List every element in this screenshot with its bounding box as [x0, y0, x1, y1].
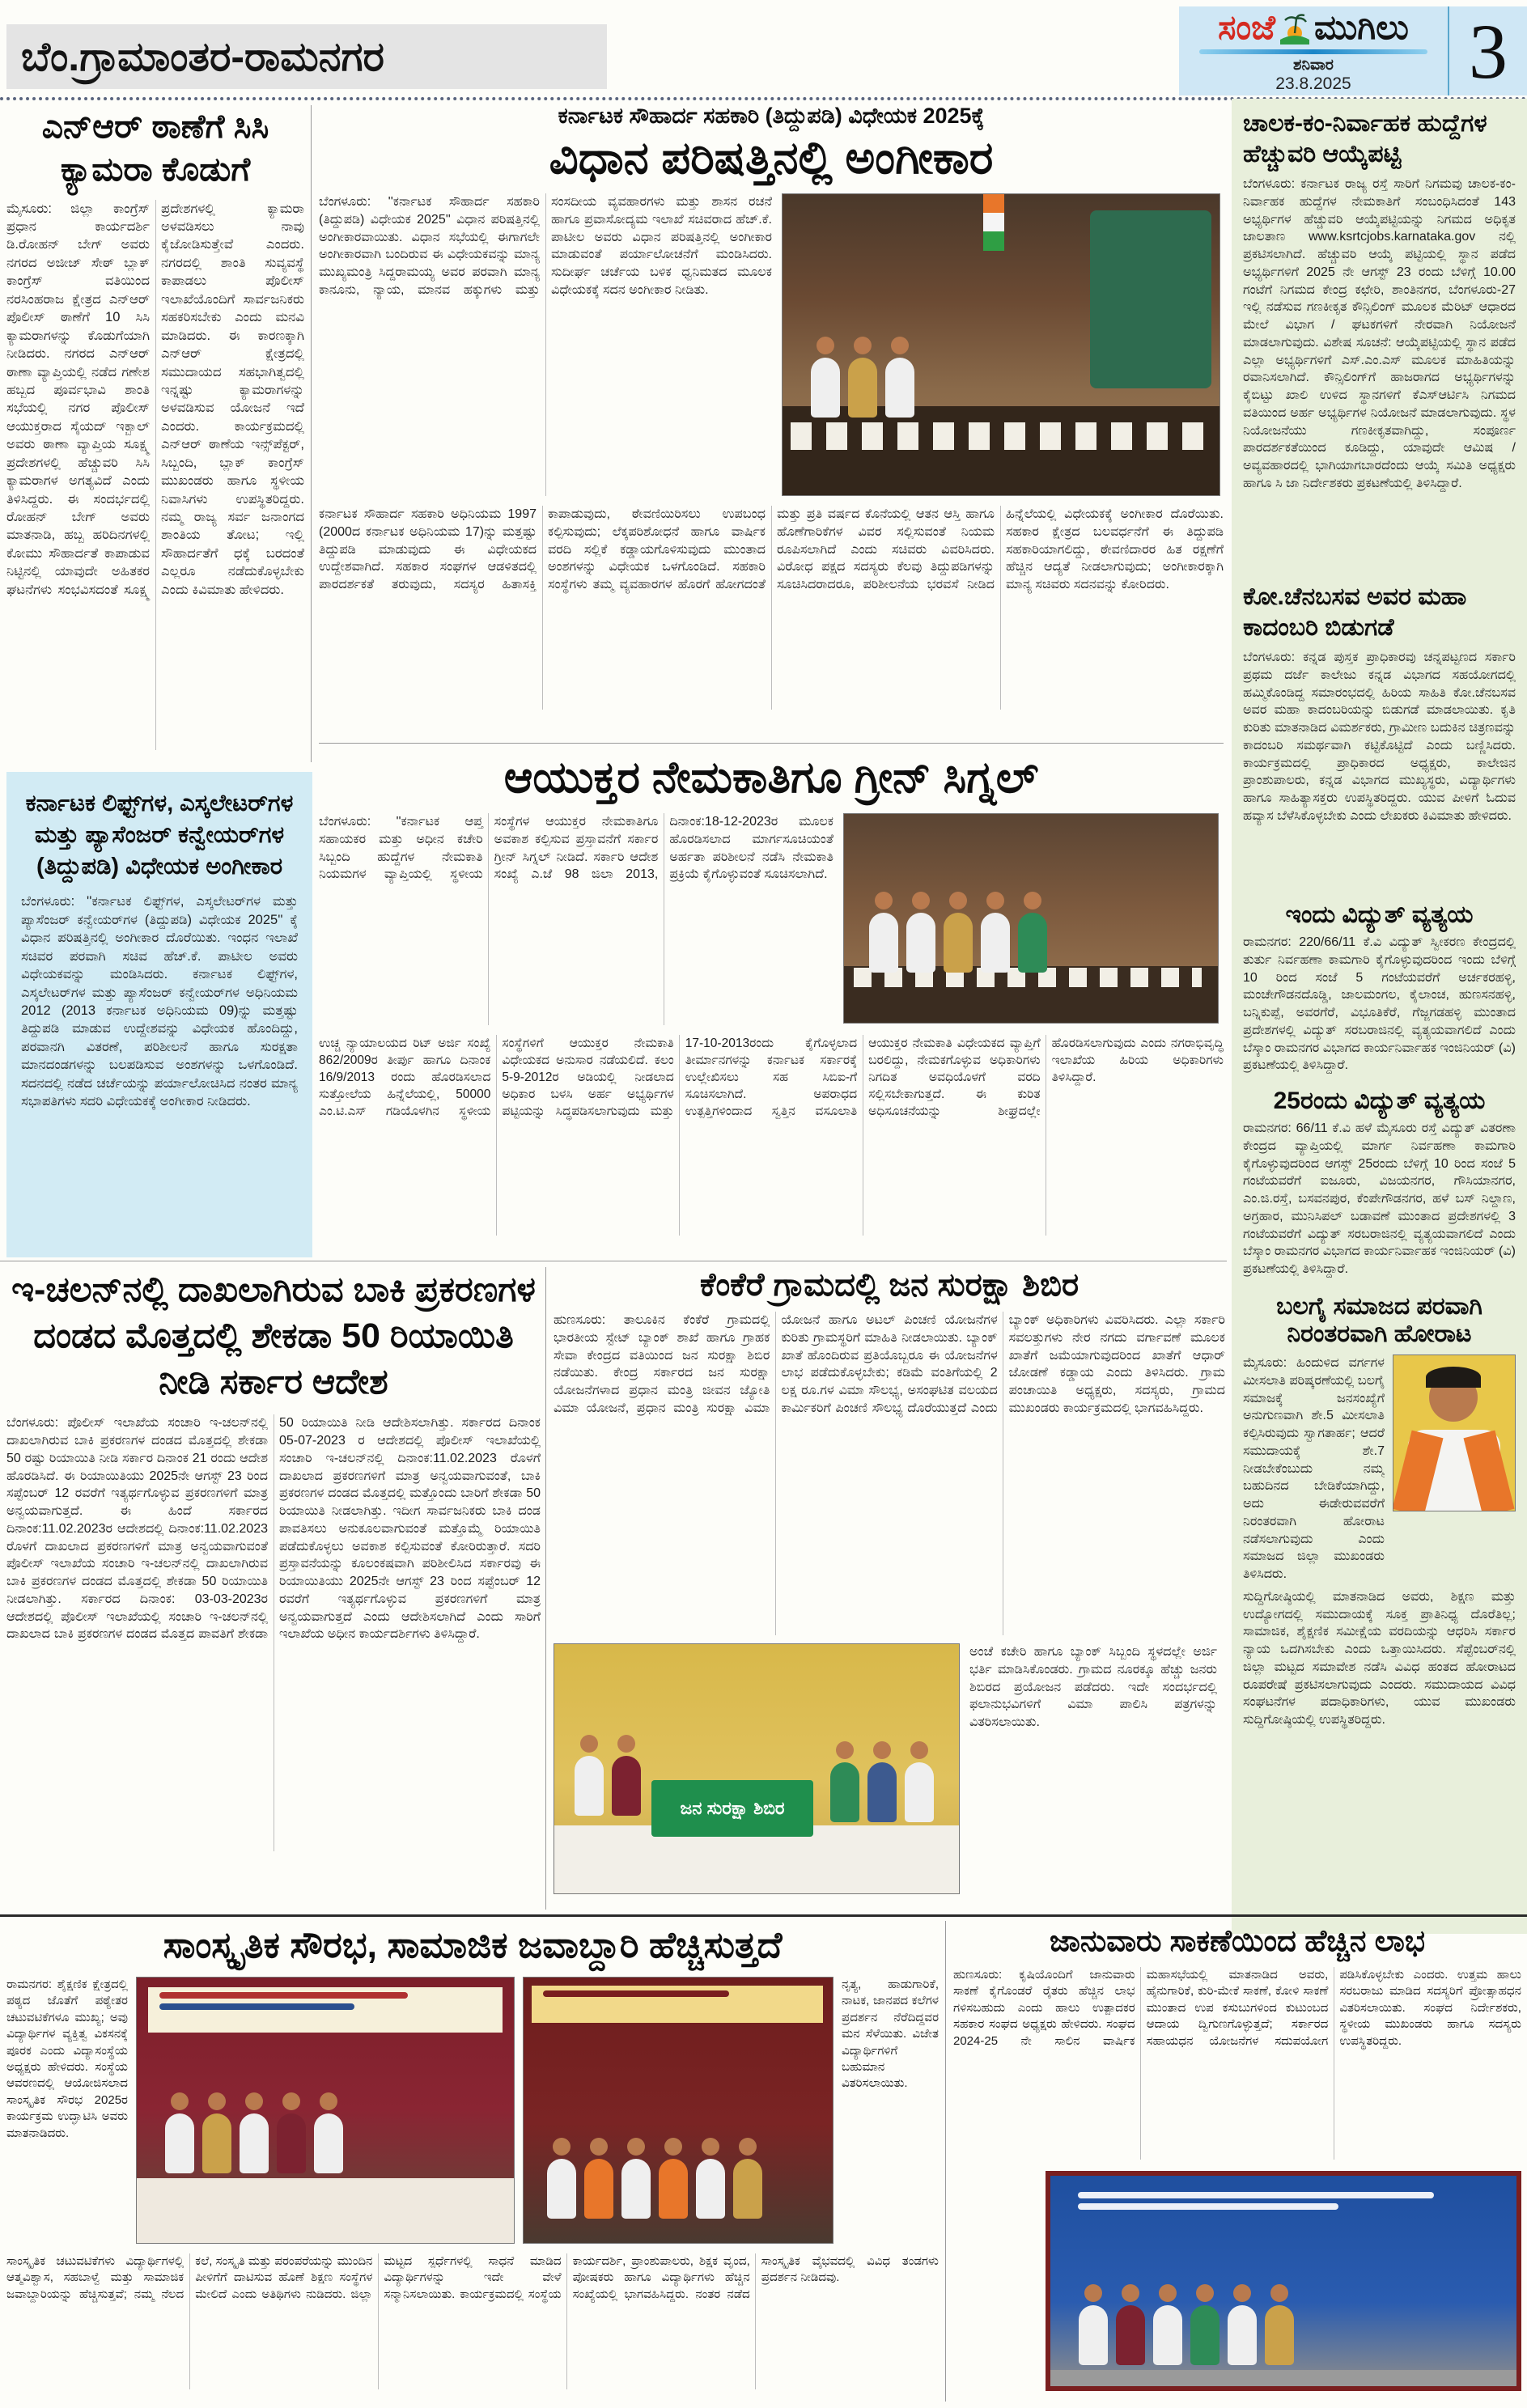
article-souharda [319, 104, 1224, 738]
person-figure [848, 358, 877, 418]
article-ksrtc [1243, 108, 1516, 569]
article-power-today [1243, 901, 1516, 1076]
divider-cultural-cattle [945, 1921, 946, 2402]
person-figure [621, 2159, 651, 2219]
section-label-strip [6, 24, 607, 89]
flag-detail [983, 194, 1004, 251]
stage-table-detail [137, 2178, 514, 2243]
stage-banner-detail [532, 1986, 823, 2023]
cultural-headline: ಸಾಂಸ್ಕೃತಿಕ ಸೌರಭ, ಸಾಮಾಜಿಕ ಜವಾಬ್ದಾರಿ ಹೆಚ್ಚಿಸುತ್ತದೆ [163, 1924, 783, 1965]
papers-detail [791, 422, 1211, 450]
article-cc-camera [6, 105, 304, 764]
person-figure [1265, 2305, 1294, 2365]
divider-souharda-commissioners [319, 743, 1224, 744]
souharda-headline: ವಿಧಾನ ಪರಿಷತ್ತಿನಲ್ಲಿ ಅಂಗೀಕಾರ [549, 132, 994, 183]
stage-photo-2 [523, 1977, 833, 2244]
souharda-kicker: ಕರ್ನಾಟಕ ಸೌಹಾರ್ದ ಸಹಕಾರಿ (ತಿದ್ದುಪಡಿ) ವಿಧೇಯಕ 2025ಕ್ಕೆ [558, 104, 985, 128]
person-figure [1153, 2305, 1182, 2365]
masthead-underline [1199, 49, 1427, 54]
person-figure [981, 913, 1010, 973]
stage-photo-1 [136, 1977, 515, 2244]
speaker-chair-detail [1090, 210, 1211, 388]
person-figure [696, 2159, 725, 2219]
ksrtc-body: ಬೆಂಗಳೂರು: ಕರ್ನಾಟಕ ರಾಜ್ಯ ರಸ್ತೆ ಸಾರಿಗೆ ನಿಗಮವು ಚಾಲಕ-ಕಂ-ನಿರ್ವಾಹಕ ಹುದ್ದೆಗಳ ನೇಮಕಾತಿಗೆ ಸಂಬಂಧಿಸಿದಂತೆ 143 ಅಭ್ಯರ್ಥಿಗಳ ಹೆಚ್ಚುವರಿ ಆಯ್ಕೆಪಟ್ಟಿಯನ್ನು ನಿಗಮದ ಅಧಿಕೃತ ಜಾಲತಾಣ www.ksrtcjobs.karnataka.gov ನಲ್ಲಿ ಪ್ರಕಟಿಸಲಾಗಿದೆ. ಹೆಚ್ಚುವರಿ ಆಯ್ಕೆ ಪಟ್ಟಿಯಲ್ಲಿ ಸ್ಥಾನ ಪಡೆದ ಅಭ್ಯರ್ಥಿಗಳಿಗೆ 2025 ನೇ ಆಗಸ್ಟ್ 23 ರಂದು ಬೆಳಿಗ್ಗೆ 10.00 ಗಂಟೆಗೆ ನಿಗಮದ ಕೇಂದ್ರ ಕಛೇರಿ, ಶಾಂತಿನಗರ, ಬೆಂಗಳೂರು-27 ಇಲ್ಲಿ ನಡೆಸುವ ಗಣಕೀಕೃತ ಕೌನ್ಸಿಲಿಂಗ್ ಮೂಲಕ ಮೆರಿಟ್ ಆಧಾರದ ಮೇಲೆ ವಿಭಾಗ / ಘಟಕಗಳಿಗೆ ನೇರವಾಗಿ ನಿಯೋಜನೆ ಮಾಡಲಾಗುವುದು. ವಿಶೇಷ ಸೂಚನೆ: ಆಯ್ಕೆಪಟ್ಟಿಯಲ್ಲಿ ಸ್ಥಾನ ಪಡೆದ ಎಲ್ಲಾ ಅಭ್ಯರ್ಥಿಗಳಿಗೆ ಎಸ್.ಎಂ.ಎಸ್ ಮೂಲಕ ಮಾಹಿತಿಯನ್ನು ರವಾನಿಸಲಾಗಿದೆ. ಕೌನ್ಸಿಲಿಂಗ್‌ಗೆ ಹಾಜರಾಗದ ಅಭ್ಯರ್ಥಿಗಳನ್ನು ಕೈಬಿಟ್ಟು ಖಾಲಿ ಉಳಿದ ಸ್ಥಾನಗಳಿಗೆ ಕೆಎಸ್ಆರ್ಟಿಸಿ ನಿಗಮದ ವತಿಯಿಂದ ಅರ್ಹ ಅಭ್ಯರ್ಥಿಗಳ ನಿಯೋಜನೆ ಮಾಡಲಾಗುವುದು. ಸ್ಥಳ ನಿಯೋಜನೆಯು ಗಣಕೀಕೃತವಾಗಿದ್ದು, ಸಂಪೂರ್ಣ ಪಾರದರ್ಶಕತೆಯಿಂದ ಕೂಡಿದ್ದು, ಯಾವುದೇ ಆಮಿಷ / ಅವ್ಯವಹಾರದಲ್ಲಿ ಭಾಗಿಯಾಗಬಾರದೆಂದು ಆಯ್ಕೆ ಸಮಿತಿ ಅಧ್ಯಕ್ಷರು ಹಾಗೂ ಸಿ ಜಾ ನಿರ್ದೇಶಕರು ಪ್ರಕಟಣೆಯಲ್ಲಿ ತಿಳಿಸಿದ್ದಾರೆ. [1243, 177, 1516, 490]
novel-body: ಬೆಂಗಳೂರು: ಕನ್ನಡ ಪುಸ್ತಕ ಪ್ರಾಧಿಕಾರವು ಚನ್ನಪಟ್ಟಣದ ಸರ್ಕಾರಿ ಪ್ರಥಮ ದರ್ಜೆ ಕಾಲೇಜು ಕನ್ನಡ ವಿಭಾಗದ ಸಹಯೋಗದಲ್ಲಿ ಹಮ್ಮಿಕೊಂಡಿದ್ದ ಸಮಾರಂಭದಲ್ಲಿ ಹಿರಿಯ ಸಾಹಿತಿ ಕೋ.ಚೆನಬಸವ ಅವರ ಮಹಾ ಕಾದಂಬರಿಯನ್ನು ಬಿಡುಗಡೆ ಮಾಡಲಾಯಿತು. ಕೃತಿ ಕುರಿತು ಮಾತನಾಡಿದ ವಿಮರ್ಶಕರು, ಗ್ರಾಮೀಣ ಬದುಕಿನ ಚಿತ್ರಣವನ್ನು ಕಾದಂಬರಿ ಸಮರ್ಥವಾಗಿ ಕಟ್ಟಿಕೊಟ್ಟಿದೆ ಎಂದು ಬಣ್ಣಿಸಿದರು. ಕಾರ್ಯಕ್ರಮದಲ್ಲಿ ಪ್ರಾಧಿಕಾರದ ಅಧ್ಯಕ್ಷರು, ಕಾಲೇಜಿನ ಪ್ರಾಂಶುಪಾಲರು, ಕನ್ನಡ ವಿಭಾಗದ ಮುಖ್ಯಸ್ಥರು, ವಿದ್ಯಾರ್ಥಿಗಳು ಹಾಗೂ ಸಾಹಿತ್ಯಾಸಕ್ತರು ಉಪಸ್ಥಿತರಿದ್ದರು. ಯುವ ಪೀಳಿಗೆ ಓದುವ ಹವ್ಯಾಸ ಬೆಳೆಸಿಕೊಳ್ಳಬೇಕು ಎಂದು ಲೇಖಕರು ಕಿವಿಮಾತು ಹೇಳಿದರು. [1243, 651, 1516, 823]
cc-camera-headline: ಎನ್ಆರ್ ಠಾಣೆಗೆ ಸಿಸಿ ಕ್ಯಾಮರಾ ಕೊಡುಗೆ [41, 108, 269, 189]
person-figure [905, 1762, 934, 1822]
article-power-25 [1243, 1087, 1516, 1282]
masthead-name-red: ಸಂಜೆ [1218, 8, 1275, 46]
power-today-body: ರಾಮನಗರ: 220/66/11 ಕೆ.ವಿ ವಿದ್ಯುತ್ ಸ್ವೀಕರಣ ಕೇಂದ್ರದಲ್ಲಿ ತುರ್ತು ನಿರ್ವಹಣಾ ಕಾಮಗಾರಿ ಕೈಗೊಳ್ಳುವುದರಿಂದ ಇಂದು ಬೆಳಿಗ್ಗೆ 10 ರಿಂದ ಸಂಜೆ 5 ಗಂಟೆಯವರೆಗೆ ಅರ್ಚಕರಹಳ್ಳಿ, ಮಂಚೇಗೌಡನದೊಡ್ಡಿ, ಜಾಲಮಂಗಲ, ಕೈಲಾಂಚ, ಹುಣಸನಹಳ್ಳಿ, ಬನ್ನಿಕುಪ್ಪೆ, ಅವರಗೆರೆ, ವಿಭೂತಿಕೆರೆ, ಗೆಜ್ಜಗಡಹಳ್ಳಿ ಮುಂತಾದ ಪ್ರದೇಶಗಳಲ್ಲಿ ವಿದ್ಯುತ್ ಸರಬರಾಜಿನಲ್ಲಿ ವ್ಯತ್ಯಯವಾಗಲಿದೆ ಎಂದು ಬೆಸ್ಕಾಂ ರಾಮನಗರ ವಿಭಾಗದ ಕಾರ್ಯನಿರ್ವಾಹಕ ಇಂಜಿನಿಯರ್ (ವಿ) ಪ್ರಕಟಣೆಯಲ್ಲಿ ತಿಳಿಸಿದ್ದಾರೆ. [1243, 935, 1516, 1073]
person-figure [659, 2159, 688, 2219]
balagai-portrait-photo [1393, 1354, 1516, 1511]
person-figure [885, 358, 914, 418]
palm-sun-logo-icon [1279, 12, 1311, 45]
person-figure [584, 2159, 613, 2219]
person-figure [1079, 2305, 1108, 2365]
portrait-hair-detail [1426, 1367, 1481, 1388]
kenkere-body: ಹುಣಸೂರು: ತಾಲೂಕಿನ ಕೆಂಕೆರೆ ಗ್ರಾಮದಲ್ಲಿ ಭಾರತೀಯ ಸ್ಟೇಟ್ ಬ್ಯಾಂಕ್ ಶಾಖೆ ಹಾಗೂ ಗ್ರಾಹಕ ಸೇವಾ ಕೇಂದ್ರದ ವತಿಯಿಂದ ಜನ ಸುರಕ್ಷಾ ಶಿಬಿರ ನಡೆಯಿತು. ಕೇಂದ್ರ ಸರ್ಕಾರದ ಜನ ಸುರಕ್ಷಾ ಯೋಜನೆಗಳಾದ ಪ್ರಧಾನ ಮಂತ್ರಿ ಜೀವನ ಜ್ಯೋತಿ ವಿಮಾ ಯೋಜನೆ, ಪ್ರಧಾನ ಮಂತ್ರಿ ಸುರಕ್ಷಾ ವಿಮಾ ಯೋಜನೆ ಹಾಗೂ ಅಟಲ್ ಪಿಂಚಣಿ ಯೋಜನೆಗಳ ಕುರಿತು ಗ್ರಾಮಸ್ಥರಿಗೆ ಮಾಹಿತಿ ನೀಡಲಾಯಿತು. ಬ್ಯಾಂಕ್ ಖಾತೆ ಹೊಂದಿರುವ ಪ್ರತಿಯೊಬ್ಬರೂ ಈ ಯೋಜನೆಗಳ ಲಾಭ ಪಡೆದುಕೊಳ್ಳಬೇಕು; ಕಡಿಮೆ ವಂತಿಗೆಯಲ್ಲಿ 2 ಲಕ್ಷ ರೂ.ಗಳ ವಿಮಾ ಸೌಲಭ್ಯ, ಅಸಂಘಟಿತ ವಲಯದ ಕಾರ್ಮಿಕರಿಗೆ ಪಿಂಚಣಿ ಸೌಲಭ್ಯ ದೊರೆಯುತ್ತದೆ ಎಂದು ಬ್ಯಾಂಕ್ ಅಧಿಕಾರಿಗಳು ವಿವರಿಸಿದರು. ಎಲ್ಲಾ ಸರ್ಕಾರಿ ಸವಲತ್ತುಗಳು ನೇರ ನಗದು ವರ್ಗಾವಣೆ ಮೂಲಕ ಖಾತೆಗೆ ಜಮೆಯಾಗುವುದರಿಂದ ಖಾತೆಗೆ ಆಧಾರ್ ಜೋಡಣೆ ಕಡ್ಡಾಯ ಎಂದು ತಿಳಿಸಿದರು. ಗ್ರಾಮ ಪಂಚಾಯಿತಿ ಅಧ್ಯಕ್ಷರು, ಸದಸ್ಯರು, ಗ್ರಾಮದ ಮುಖಂಡರು ಕಾರ್ಯಕ್ರಮದಲ್ಲಿ ಭಾಗವಹಿಸಿದ್ದರು. [554, 1313, 1225, 1415]
echallan-headline: ಇ-ಚಲನ್‌ನಲ್ಲಿ ದಾಖಲಾಗಿರುವ ಬಾಕಿ ಪ್ರಕರಣಗಳ ದಂಡದ ಮೊತ್ತದಲ್ಲಿ ಶೇಕಡಾ 50 ರಿಯಾಯಿತಿ ನೀಡಿ ಸರ್ಕಾರ ಆದೇಶ [11, 1270, 536, 1401]
novel-headline: ಕೋ.ಚೆನಬಸವ ಅವರ ಮಹಾ ಕಾದಂಬರಿ ಬಿಡುಗಡೆ [1243, 583, 1467, 641]
person-figure [830, 1762, 859, 1822]
page-number-box [1448, 6, 1527, 95]
kenkere-banner-text: ಜನ ಸುರಕ್ಷಾ ಶಿಬಿರ [680, 1798, 785, 1818]
person-figure [1018, 913, 1047, 973]
power-25-body: ರಾಮನಗರ: 66/11 ಕೆ.ವಿ ಹಳೆ ಮೈಸೂರು ರಸ್ತೆ ವಿದ್ಯುತ್ ವಿತರಣಾ ಕೇಂದ್ರದ ವ್ಯಾಪ್ತಿಯಲ್ಲಿ ಮಾರ್ಗ ನಿರ್ವಹಣಾ ಕಾಮಗಾರಿ ಕೈಗೊಳ್ಳುವುದರಿಂದ ಆಗಸ್ಟ್ 25ರಂದು ಬೆಳಿಗ್ಗೆ 10 ರಿಂದ ಸಂಜೆ 5 ಗಂಟೆಯವರೆಗೆ ಐಜೂರು, ವಿಜಯನಗರ, ಗೌಸಿಯಾನಗರ, ಎಂ.ಜಿ.ರಸ್ತೆ, ಬಸವನಪುರ, ಕೆಂಪೇಗೌಡನಗರ, ಹಳೆ ಬಸ್ ನಿಲ್ದಾಣ, ಅಗ್ರಹಾರ, ಮುನಿಸಿಪಲ್ ಬಡಾವಣೆ ಮುಂತಾದ ಪ್ರದೇಶಗಳಲ್ಲಿ 3 ಗಂಟೆಯವರೆಗೆ ವಿದ್ಯುತ್ ಸರಬರಾಜಿನಲ್ಲಿ ವ್ಯತ್ಯಯವಾಗಲಿದೆ ಎಂದು ಬೆಸ್ಕಾಂ ರಾಮನಗರ ವಿಭಾಗದ ಕಾರ್ಯನಿರ್ವಾಹಕ ಇಂಜಿನಿಯರ್ (ವಿ) ಪ್ರಕಟಣೆಯಲ್ಲಿ ತಿಳಿಸಿದ್ದಾರೆ. [1243, 1121, 1516, 1276]
person-figure [906, 913, 935, 973]
souharda-lead: ಬೆಂಗಳೂರು: ''ಕರ್ನಾಟಕ ಸೌಹಾರ್ದ ಸಹಕಾರಿ (ತಿದ್ದುಪಡಿ) ವಿಧೇಯಕ 2025'' ವಿಧಾನ ಪರಿಷತ್ತಿನಲ್ಲಿ ಅಂಗೀಕಾರವಾಯಿತು. ವಿಧಾನ ಸಭೆಯಲ್ಲಿ ಈಗಾಗಲೇ ಅಂಗೀಕಾರವಾಗಿ ಬಂದಿರುವ ಈ ವಿಧೇಯಕವನ್ನು ಮಾನ್ಯ ಮುಖ್ಯಮಂತ್ರಿ ಸಿದ್ದರಾಮಯ್ಯ ಅವರ ಪರವಾಗಿ ಮಾನ್ಯ ಕಾನೂನು, ನ್ಯಾಯ, ಮಾನವ ಹಕ್ಕುಗಳು ಮತ್ತು ಸಂಸದೀಯ ವ್ಯವಹಾರಗಳು ಮತ್ತು ಶಾಸನ ರಚನೆ ಹಾಗೂ ಪ್ರವಾಸೋದ್ಯಮ ಇಲಾಖೆ ಸಚಿವರಾದ ಹೆಚ್.ಕೆ. ಪಾಟೀಲ ಅವರು ವಿಧಾನ ಪರಿಷತ್ತಿನಲ್ಲಿ ಅಂಗೀಕಾರ ಮಾಡುವಂತೆ ಪರ್ಯಾಲೋಚನೆಗೆ ಮಂಡಿಸಿದರು. ಸುದೀರ್ಘ ಚರ್ಚೆಯ ಬಳಿಕ ಧ್ವನಿಮತದ ಮೂಲಕ ವಿಧೇಯಕಕ್ಕೆ ಸದನ ಅಂಗೀಕಾರ ನೀಡಿತು. [319, 195, 772, 297]
person-figure [867, 1762, 897, 1822]
masthead [1179, 6, 1527, 95]
kenkere-headline: ಕೆಂಕೆರೆ ಗ್ರಾಮದಲ್ಲಿ ಜನ ಸುರಕ್ಷಾ ಶಿಬಿರ [699, 1267, 1080, 1303]
kenkere-side: ಅಂಚೆ ಕಚೇರಿ ಹಾಗೂ ಬ್ಯಾಂಕ್ ಸಿಬ್ಬಂದಿ ಸ್ಥಳದಲ್ಲೇ ಅರ್ಜಿ ಭರ್ತಿ ಮಾಡಿಸಿಕೊಂಡರು. ಗ್ರಾಮದ ನೂರಕ್ಕೂ ಹೆಚ್ಚು ಜನರು ಶಿಬಿರದ ಪ್ರಯೋಜನ ಪಡೆದರು. ಇದೇ ಸಂದರ್ಭದಲ್ಲಿ ಫಲಾನುಭವಿಗಳಿಗೆ ವಿಮಾ ಪಾಲಿಸಿ ಪತ್ರಗಳನ್ನು ವಿತರಿಸಲಾಯಿತು. [969, 1645, 1217, 1729]
person-figure [314, 2113, 343, 2173]
masthead-day: ಶನಿವಾರ [1293, 57, 1334, 74]
banner-detail [651, 1780, 813, 1837]
echallan-body: ಬೆಂಗಳೂರು: ಪೊಲೀಸ್ ಇಲಾಖೆಯ ಸಂಚಾರಿ ಇ-ಚಲನ್‌ನಲ್ಲಿ ದಾಖಲಾಗಿರುವ ಬಾಕಿ ಪ್ರಕರಣಗಳ ದಂಡದ ಮೊತ್ತದಲ್ಲಿ ಶೇಕಡಾ 50 ರಷ್ಟು ರಿಯಾಯಿತಿ ನೀಡಿ ಸರ್ಕಾರ ದಿನಾಂಕ 21 ರಂದು ಆದೇಶ ಹೊರಡಿಸಿದೆ. ಈ ರಿಯಾಯಿತಿಯು 2025ನೇ ಆಗಸ್ಟ್ 23 ರಿಂದ ಸಪ್ಟೆಂಬರ್ 12 ರವರೆಗೆ ಇತ್ಯರ್ಥಗೊಳ್ಳುವ ಪ್ರಕರಣಗಳಿಗೆ ಮಾತ್ರ ಅನ್ವಯವಾಗುತ್ತದೆ. ಈ ಹಿಂದೆ ಸರ್ಕಾರದ ದಿನಾಂಕ:11.02.2023ರ ಆದೇಶದಲ್ಲಿ ದಿನಾಂಕ:11.02.2023 ರೊಳಗೆ ದಾಖಲಾದ ಪ್ರಕರಣಗಳಿಗೆ ಮಾತ್ರ ಅನ್ವಯವಾಗುವಂತೆ ಪೊಲೀಸ್ ಇಲಾಖೆಯ ಸಂಚಾರಿ ಇ-ಚಲನ್‌ನಲ್ಲಿ ದಾಖಲಾಗಿರುವ ಬಾಕಿ ಪ್ರಕರಣಗಳ ದಂಡದ ಮೊತ್ತದಲ್ಲಿ ಶೇಕಡಾ 50 ರಿಯಾಯಿತಿ ನೀಡಲಾಗಿತ್ತು. ಸರ್ಕಾರದ ದಿನಾಂಕ: 03-03-2023ರ ಆದೇಶದಲ್ಲಿ ಪೊಲೀಸ್ ಇಲಾಖೆಯಲ್ಲಿ ಸಂಚಾರಿ ಇ-ಚಲನ್‌ನಲ್ಲಿ ದಾಖಲಾದ ಬಾಕಿ ಪ್ರಕರಣಗಳ ದಂಡದ ಮೊತ್ತದ ಪಾವತಿಗೆ ಶೇಕಡಾ 50 ರಿಯಾಯಿತಿ ನೀಡಿ ಆದೇಶಿಸಲಾಗಿತ್ತು. ಸರ್ಕಾರದ ದಿನಾಂಕ 05-07-2023 ರ ಆದೇಶದಲ್ಲಿ ಪೊಲೀಸ್ ಇಲಾಖೆಯಲ್ಲಿ ಸಂಚಾರಿ ಇ-ಚಲನ್‌ನಲ್ಲಿ ದಿನಾಂಕ:11.02.2023 ರೊಳಗೆ ದಾಖಲಾದ ಪ್ರಕರಣಗಳಿಗೆ ಮಾತ್ರ ಅನ್ವಯವಾಗುವಂತೆ, ಬಾಕಿ ಪ್ರಕರಣಗಳ ದಂಡದ ಮೊತ್ತದಲ್ಲಿ ಮತ್ತೊಂದು ಬಾರಿಗೆ ಶೇಕಡಾ 50 ರಿಯಾಯಿತಿ ನೀಡಲಾಗಿತ್ತು. ಇದೀಗ ಸಾರ್ವಜನಿಕರು ಬಾಕಿ ದಂಡ ಪಾವತಿಸಲು ಅನುಕೂಲವಾಗುವಂತೆ ಮತ್ತೊಮ್ಮೆ ರಿಯಾಯಿತಿ ಪಡೆದುಕೊಳ್ಳಲು ಅವಕಾಶ ಕಲ್ಪಿಸುವಂತೆ ಕೋರಿರುತ್ತಾರೆ. ಸದರಿ ಪ್ರಸ್ತಾವನೆಯನ್ನು ಕೂಲಂಕಷವಾಗಿ ಪರಿಶೀಲಿಸಿದ ಸರ್ಕಾರವು ಈ ರಿಯಾಯಿತಿಯು 2025ನೇ ಆಗಸ್ಟ್ 23 ರಿಂದ ಸಪ್ಟೆಂಬರ್ 12 ರವರೆಗೆ ಇತ್ಯರ್ಥಗೊಳ್ಳುವ ಪ್ರಕರಣಗಳಿಗೆ ಮಾತ್ರ ಅನ್ವಯವಾಗುತ್ತದೆ ಎಂದು ಆದೇಶಿಸಲಾಗಿದೆ ಎಂದು ಸಾರಿಗೆ ಇಲಾಖೆಯ ಅಧೀನ ಕಾರ್ಯದರ್ಶಿಗಳು ತಿಳಿಸಿದ್ದಾರೆ. [6, 1416, 541, 1642]
person-figure [240, 2113, 269, 2173]
masthead-name-black: ಮುಗಿಲು [1313, 8, 1409, 46]
power-today-headline: ಇಂದು ವಿದ್ಯುತ್ ವ್ಯತ್ಯಯ [1285, 901, 1474, 928]
divider-bottom [0, 1914, 1527, 1917]
divider-echallan-kenkere [545, 1267, 546, 1910]
person-figure [202, 2113, 231, 2173]
commissioners-body: ಉಚ್ಚ ನ್ಯಾಯಾಲಯದ ರಿಟ್ ಅರ್ಜಿ ಸಂಖ್ಯೆ 862/2009ರ ತೀರ್ಪು ಹಾಗೂ ದಿನಾಂಕ 16/9/2013 ರಂದು ಹೊರಡಿಸಲಾದ ಸುತ್ತೋಲೆಯ ಹಿನ್ನೆಲೆಯಲ್ಲಿ, 50000 ಎಂ.ಟಿ.ಎಸ್ ಗಡಿಯೊಳಗಿನ ಸ್ಥಳೀಯ ಸಂಸ್ಥೆಗಳಿಗೆ ಆಯುಕ್ತರ ನೇಮಕಾತಿ ವಿಧೇಯಕದ ಅನುಸಾರ ನಡೆಯಲಿದೆ. ಕಲಂ 5-9-2012ರ ಅಡಿಯಲ್ಲಿ ನೀಡಲಾದ ಅಧಿಕಾರ ಬಳಸಿ ಅರ್ಹ ಅಭ್ಯರ್ಥಿಗಳ ಪಟ್ಟಿಯನ್ನು ಸಿದ್ಧಪಡಿಸಲಾಗುವುದು ಮತ್ತು 17-10-2013ರಂದು ಕೈಗೊಳ್ಳಲಾದ ತೀರ್ಮಾನಗಳನ್ನು ಕರ್ನಾಟಕ ಸರ್ಕಾರಕ್ಕೆ ಉಲ್ಲೇಖಿಸಲು ಸಹ ಸಿಬಿಐ-ಗೆ ಸೂಚಿಸಲಾಗಿದೆ. ಅಪರಾಧದ ಉತ್ಪತ್ತಿಗಳಿಂದಾದ ಸ್ವತ್ತಿನ ವಸೂಲಾತಿ ಆಯುಕ್ತರ ನೇಮಕಾತಿ ವಿಧೇಯಕದ ವ್ಯಾಪ್ತಿಗೆ ಬರಲಿದ್ದು, ನೇಮಕಗೊಳ್ಳುವ ಅಧಿಕಾರಿಗಳು ನಿಗದಿತ ಅವಧಿಯೊಳಗೆ ವರದಿ ಸಲ್ಲಿಸಬೇಕಾಗುತ್ತದೆ. ಈ ಕುರಿತ ಅಧಿಸೂಚನೆಯನ್ನು ಶೀಘ್ರದಲ್ಲೇ ಹೊರಡಿಸಲಾಗುವುದು ಎಂದು ನಗರಾಭಿವೃದ್ಧಿ ಇಲಾಖೆಯ ಹಿರಿಯ ಅಧಿಕಾರಿಗಳು ತಿಳಿಸಿದ್ದಾರೆ. [319, 1037, 1224, 1119]
person-figure [733, 2159, 762, 2219]
person-figure [944, 913, 973, 973]
kenkere-photo [554, 1643, 960, 1894]
desk-detail [783, 406, 1219, 495]
assembly-photo [782, 193, 1220, 496]
person-figure [1228, 2305, 1257, 2365]
person-figure [869, 913, 898, 973]
cc-camera-body: ಮೈಸೂರು: ಜಿಲ್ಲಾ ಕಾಂಗ್ರೆಸ್ ಪ್ರಧಾನ ಕಾರ್ಯದರ್ಶಿ ಡಿ.ರೋಹನ್ ಬೇಗ್ ಅವರು ನಗರದ ಅಜೀಜ್ ಸೇಠ್ ಬ್ಲಾಕ್ ಕಾಂಗ್ರೆಸ್ ವತಿಯಿಂದ ನರಸಿಂಹರಾಜ ಕ್ಷೇತ್ರದ ಎನ್ಆರ್ ಪೊಲೀಸ್ ಠಾಣೆಗೆ 10 ಸಿಸಿ ಕ್ಯಾಮರಾಗಳನ್ನು ಕೊಡುಗೆಯಾಗಿ ನೀಡಿದರು. ನಗರದ ಎನ್ಆರ್ ಠಾಣಾ ವ್ಯಾಪ್ತಿಯಲ್ಲಿ ನಡೆದ ಗಣೇಶ ಹಬ್ಬದ ಪೂರ್ವಭಾವಿ ಶಾಂತಿ ಸಭೆಯಲ್ಲಿ ನಗರ ಪೊಲೀಸ್ ಆಯುಕ್ತರಾದ ಸೈಯದ್ ಇಕ್ಬಾಲ್ ಅವರು ಠಾಣಾ ವ್ಯಾಪ್ತಿಯ ಸೂಕ್ಷ್ಮ ಪ್ರದೇಶಗಳಲ್ಲಿ ಹೆಚ್ಚುವರಿ ಸಿಸಿ ಕ್ಯಾಮರಾಗಳ ಅಗತ್ಯವಿದೆ ಎಂದು ತಿಳಿಸಿದ್ದರು. ಈ ಸಂದರ್ಭದಲ್ಲಿ ರೋಹನ್ ಬೇಗ್ ಅವರು ಮಾತನಾಡಿ, ಹಬ್ಬ ಹರಿದಿನಗಳಲ್ಲಿ ಕೋಮು ಸೌಹಾರ್ದತೆ ಕಾಪಾಡುವ ನಿಟ್ಟಿನಲ್ಲಿ ಯಾವುದೇ ಅಹಿತಕರ ಘಟನೆಗಳು ಸಂಭವಿಸದಂತೆ ಸೂಕ್ಷ್ಮ ಪ್ರದೇಶಗಳಲ್ಲಿ ಕ್ಯಾಮರಾ ಅಳವಡಿಸಲು ನಾವು ಕೈಜೋಡಿಸುತ್ತೇವೆ ಎಂದರು. ನಗರದಲ್ಲಿ ಶಾಂತಿ ಸುವ್ಯವಸ್ಥೆ ಕಾಪಾಡಲು ಪೊಲೀಸ್ ಇಲಾಖೆಯೊಂದಿಗೆ ಸಾರ್ವಜನಿಕರು ಸಹಕರಿಸಬೇಕು ಎಂದು ಮನವಿ ಮಾಡಿದರು. ಈ ಕಾರಣಕ್ಕಾಗಿ ಎನ್ಆರ್ ಕ್ಷೇತ್ರದಲ್ಲಿ ಸಮುದಾಯದ ಸಹಭಾಗಿತ್ವದಲ್ಲಿ ಇನ್ನಷ್ಟು ಕ್ಯಾಮರಾಗಳನ್ನು ಅಳವಡಿಸುವ ಯೋಜನೆ ಇದೆ ಎಂದರು. ಕಾರ್ಯಕ್ರಮದಲ್ಲಿ ಎನ್ಆರ್ ಠಾಣೆಯ ಇನ್ಸ್‌ಪೆಕ್ಟರ್, ಸಿಬ್ಬಂದಿ, ಬ್ಲಾಕ್ ಕಾಂಗ್ರೆಸ್ ಮುಖಂಡರು ಹಾಗೂ ಸ್ಥಳೀಯ ನಿವಾಸಿಗಳು ಉಪಸ್ಥಿತರಿದ್ದರು. ನಮ್ಮ ರಾಜ್ಯ ಸರ್ವ ಜನಾಂಗದ ಶಾಂತಿಯ ತೋಟ; ಇಲ್ಲಿ ಸೌಹಾರ್ದತೆಗೆ ಧಕ್ಕೆ ಬರದಂತೆ ಎಲ್ಲರೂ ನಡೆದುಕೊಳ್ಳಬೇಕು ಎಂದು ಕಿವಿಮಾತು ಹೇಳಿದರು. [6, 201, 304, 597]
article-commissioners [319, 752, 1224, 1256]
stage-banner-detail [148, 1987, 503, 2033]
commissioners-headline: ಆಯುಕ್ತರ ನೇಮಕಾತಿಗೂ ಗ್ರೀನ್ ಸಿಗ್ನಲ್ [503, 753, 1039, 802]
person-figure [811, 358, 840, 418]
commissioners-lead: ಬೆಂಗಳೂರು: ''ಕರ್ನಾಟಕ ಆಪ್ತ ಸಹಾಯಕರ ಮತ್ತು ಅಧೀನ ಕಚೇರಿ ಸಿಬ್ಬಂದಿ ಹುದ್ದೆಗಳ ನೇಮಕಾತಿ ನಿಯಮಗಳ ವ್ಯಾಪ್ತಿಯಲ್ಲಿ ಸ್ಥಳೀಯ ಸಂಸ್ಥೆಗಳ ಆಯುಕ್ತರ ನೇಮಕಾತಿಗೂ ಅವಕಾಶ ಕಲ್ಪಿಸುವ ಪ್ರಸ್ತಾವನೆಗೆ ಸರ್ಕಾರ ಗ್ರೀನ್ ಸಿಗ್ನಲ್ ನೀಡಿದೆ. ಸರ್ಕಾರಿ ಆದೇಶ ಸಂಖ್ಯೆ ಎ.ಜೆ 98 ಜಿಲಾ 2013, ದಿನಾಂಕ:18-12-2023ರ ಮೂಲಕ ಹೊರಡಿಸಲಾದ ಮಾರ್ಗಸೂಚಿಯಂತೆ ಅರ್ಹತಾ ಪರಿಶೀಲನೆ ನಡೆಸಿ ನೇಮಕಾತಿ ಪ್ರಕ್ರಿಯೆ ಕೈಗೊಳ್ಳುವಂತೆ ಸೂಚಿಸಲಾಗಿದೆ. [319, 815, 833, 882]
article-balagai [1243, 1293, 1516, 1831]
article-echallan [6, 1267, 541, 1911]
article-lifts [6, 772, 312, 1257]
person-figure [277, 2113, 306, 2173]
cultural-side-col: ನೃತ್ಯ, ಹಾಡುಗಾರಿಕೆ, ನಾಟಕ, ಜಾನಪದ ಕಲೆಗಳ ಪ್ರದರ್ಶನ ನೆರೆದಿದ್ದವರ ಮನ ಸೆಳೆಯಿತು. ವಿಜೇತ ವಿದ್ಯಾರ್ಥಿಗಳಿಗೆ ಬಹುಮಾನ ವಿತರಿಸಲಾಯಿತು. [842, 1978, 939, 2091]
person-figure [575, 1756, 604, 1816]
stage-floor-detail [1050, 2370, 1516, 2386]
commissioners-photo [843, 813, 1219, 1024]
article-cattle [953, 1924, 1521, 2403]
ksrtc-headline: ಚಾಲಕ-ಕಂ-ನಿರ್ವಾಹಕ ಹುದ್ದೆಗಳ ಹೆಚ್ಚುವರಿ ಆಯ್ಕೆಪಟ್ಟಿ [1243, 110, 1487, 167]
article-novel [1243, 582, 1516, 888]
page-number: 3 [1469, 7, 1508, 95]
person-figure [165, 2113, 194, 2173]
article-kenkere [554, 1267, 1225, 1911]
lifts-body: ಬೆಂಗಳೂರು: ''ಕರ್ನಾಟಕ ಲಿಫ್ಟ್‌ಗಳ, ಎಸ್ಕಲೇಟರ್‌ಗಳ ಮತ್ತು ಪ್ಯಾಸೆಂಜರ್ ಕನ್ವೇಯರ್‌ಗಳ (ತಿದ್ದುಪಡಿ) ವಿಧೇಯಕ 2025'' ಕ್ಕೆ ವಿಧಾನ ಪರಿಷತ್ತಿನಲ್ಲಿ ಅಂಗೀಕಾರ ದೊರೆಯಿತು. ಇಂಧನ ಇಲಾಖೆ ಸಚಿವರ ಪರವಾಗಿ ಸಚಿವ ಹೆಚ್.ಕೆ. ಪಾಟೀಲ ಅವರು ವಿಧೇಯಕವನ್ನು ಮಂಡಿಸಿದರು. ಕರ್ನಾಟಕ ಲಿಫ್ಟ್‌ಗಳ, ಎಸ್ಕಲೇಟರ್‌ಗಳ ಮತ್ತು ಪ್ಯಾಸೆಂಜರ್ ಕನ್ವೇಯರ್‌ಗಳ ಅಧಿನಿಯಮ 2012 (2013 ಕರ್ನಾಟಕ ಅಧಿನಿಯಮ 09)ನ್ನು ಮತ್ತಷ್ಟು ತಿದ್ದುಪಡಿ ಮಾಡುವ ಉದ್ದೇಶವನ್ನು ವಿಧೇಯಕ ಹೊಂದಿದ್ದು, ಪರವಾನಗಿ ವಿತರಣೆ, ಪರಿಶೀಲನೆ ಹಾಗೂ ಸುರಕ್ಷತಾ ಮಾನದಂಡಗಳನ್ನು ಬಲಪಡಿಸುವ ಅಂಶಗಳನ್ನು ಒಳಗೊಂಡಿದೆ. ಸದನದಲ್ಲಿ ನಡೆದ ಚರ್ಚೆಯನ್ನು ಪರ್ಯಾಲೋಚಿಸಿದ ನಂತರ ಮಾನ್ಯ ಸಭಾಪತಿಗಳು ಸದರಿ ವಿಧೇಯಕಕ್ಕೆ ಅಂಗೀಕಾರ ನೀಡಿದರು. [21, 894, 298, 1109]
lifts-headline: ಕರ್ನಾಟಕ ಲಿಫ್ಟ್‌ಗಳ, ಎಸ್ಕಲೇಟರ್‌ಗಳ ಮತ್ತು ಪ್ಯಾಸೆಂಜರ್ ಕನ್ವೇಯರ್‌ಗಳ (ತಿದ್ದುಪಡಿ) ವಿಧೇಯಕ ಅಂಗೀಕಾರ [25, 791, 294, 880]
section-label: ಬೆಂ.ಗ್ರಾಮಾಂತರ-ರಾಮನಗರ [21, 33, 384, 79]
balagai-body2: ಸುದ್ದಿಗೋಷ್ಠಿಯಲ್ಲಿ ಮಾತನಾಡಿದ ಅವರು, ಶಿಕ್ಷಣ ಮತ್ತು ಉದ್ಯೋಗದಲ್ಲಿ ಸಮುದಾಯಕ್ಕೆ ಸೂಕ್ತ ಪ್ರಾತಿನಿಧ್ಯ ದೊರೆತಿಲ್ಲ; ಸಾಮಾಜಿಕ, ಶೈಕ್ಷಣಿಕ ಸಮೀಕ್ಷೆಯ ವರದಿಯನ್ನು ಆಧರಿಸಿ ಸರ್ಕಾರ ನ್ಯಾಯ ಒದಗಿಸಬೇಕು ಎಂದು ಒತ್ತಾಯಿಸಿದರು. ಸೆಪ್ಟೆಂಬರ್‌ನಲ್ಲಿ ಜಿಲ್ಲಾ ಮಟ್ಟದ ಸಮಾವೇಶ ನಡೆಸಿ ವಿವಿಧ ಹಂತದ ಹೋರಾಟದ ರೂಪರೇಷೆ ಪ್ರಕಟಿಸಲಾಗುವುದು ಎಂದರು. ಸಮುದಾಯದ ವಿವಿಧ ಸಂಘಟನೆಗಳ ಪದಾಧಿಕಾರಿಗಳು, ಯುವ ಮುಖಂಡರು ಸುದ್ದಿಗೋಷ್ಠಿಯಲ್ಲಿ ಉಪಸ್ಥಿತರಿದ್ದರು. [1243, 1589, 1516, 1727]
masthead-date: 23.8.2025 [1275, 74, 1351, 93]
divider-a-b [311, 105, 312, 762]
cultural-byline-col: ರಾಮನಗರ: ಶೈಕ್ಷಣಿಕ ಕ್ಷೇತ್ರದಲ್ಲಿ ಪಠ್ಯದ ಜೊತೆಗೆ ಪಠ್ಯೇತರ ಚಟುವಟಿಕೆಗಳೂ ಮುಖ್ಯ; ಅವು ವಿದ್ಯಾರ್ಥಿಗಳ ವ್ಯಕ್ತಿತ್ವ ವಿಕಸನಕ್ಕೆ ಪೂರಕ ಎಂದು ವಿದ್ಯಾಸಂಸ್ಥೆಯ ಅಧ್ಯಕ್ಷರು ಹೇಳಿದರು. ಸಂಸ್ಥೆಯ ಆವರಣದಲ್ಲಿ ಆಯೋಜಿಸಲಾದ ಸಾಂಸ್ಕೃತಿಕ ಸೌರಭ 2025ರ ಕಾರ್ಯಕ್ರಮ ಉದ್ಘಾಟಿಸಿ ಅವರು ಮಾತನಾಡಿದರು. [6, 1978, 128, 2140]
person-figure [547, 2159, 576, 2219]
cattle-headline: ಜಾನುವಾರು ಸಾಕಣೆಯಿಂದ ಹೆಚ್ಚಿನ ಲಾಭ [1049, 1924, 1426, 1957]
person-figure [1116, 2305, 1145, 2365]
backdrop-text-detail [1067, 2187, 1500, 2219]
cultural-body: ಸಾಂಸ್ಕೃತಿಕ ಚಟುವಟಿಕೆಗಳು ವಿದ್ಯಾರ್ಥಿಗಳಲ್ಲಿ ಆತ್ಮವಿಶ್ವಾಸ, ಸಹಬಾಳ್ವೆ ಮತ್ತು ಸಾಮಾಜಿಕ ಜವಾಬ್ದಾರಿಯನ್ನು ಹೆಚ್ಚಿಸುತ್ತವೆ; ನಮ್ಮ ನೆಲದ ಕಲೆ, ಸಂಸ್ಕೃತಿ ಮತ್ತು ಪರಂಪರೆಯನ್ನು ಮುಂದಿನ ಪೀಳಿಗೆಗೆ ದಾಟಿಸುವ ಹೊಣೆ ಶಿಕ್ಷಣ ಸಂಸ್ಥೆಗಳ ಮೇಲಿದೆ ಎಂದು ಅತಿಥಿಗಳು ನುಡಿದರು. ಜಿಲ್ಲಾ ಮಟ್ಟದ ಸ್ಪರ್ಧೆಗಳಲ್ಲಿ ಸಾಧನೆ ಮಾಡಿದ ವಿದ್ಯಾರ್ಥಿಗಳನ್ನು ಇದೇ ವೇಳೆ ಸನ್ಮಾನಿಸಲಾಯಿತು. ಕಾರ್ಯಕ್ರಮದಲ್ಲಿ ಸಂಸ್ಥೆಯ ಕಾರ್ಯದರ್ಶಿ, ಪ್ರಾಂಶುಪಾಲರು, ಶಿಕ್ಷಕ ವೃಂದ, ಪೋಷಕರು ಹಾಗೂ ವಿದ್ಯಾರ್ಥಿಗಳು ಹೆಚ್ಚಿನ ಸಂಖ್ಯೆಯಲ್ಲಿ ಭಾಗವಹಿಸಿದ್ದರು. ನಂತರ ನಡೆದ ಸಾಂಸ್ಕೃತಿಕ ವೈಭವದಲ್ಲಿ ವಿವಿಧ ತಂಡಗಳು ಪ್ರದರ್ಶನ ನೀಡಿದವು. [6, 2254, 939, 2301]
cattle-body: ಹುಣಸೂರು: ಕೃಷಿಯೊಂದಿಗೆ ಜಾನುವಾರು ಸಾಕಣೆ ಕೈಗೊಂಡರೆ ರೈತರು ಹೆಚ್ಚಿನ ಲಾಭ ಗಳಿಸಬಹುದು ಎಂದು ಹಾಲು ಉತ್ಪಾದಕರ ಸಹಕಾರ ಸಂಘದ ಅಧ್ಯಕ್ಷರು ಹೇಳಿದರು. ಸಂಘದ 2024-25 ನೇ ಸಾಲಿನ ವಾರ್ಷಿಕ ಮಹಾಸಭೆಯಲ್ಲಿ ಮಾತನಾಡಿದ ಅವರು, ಹೈನುಗಾರಿಕೆ, ಕುರಿ-ಮೇಕೆ ಸಾಕಣೆ, ಕೋಳಿ ಸಾಕಣೆ ಮುಂತಾದ ಉಪ ಕಸುಬುಗಳಿಂದ ಕುಟುಂಬದ ಆದಾಯ ದ್ವಿಗುಣಗೊಳ್ಳುತ್ತದೆ; ಸರ್ಕಾರದ ಸಹಾಯಧನ ಯೋಜನೆಗಳ ಸದುಪಯೋಗ ಪಡಿಸಿಕೊಳ್ಳಬೇಕು ಎಂದರು. ಉತ್ತಮ ಹಾಲು ಸರಬರಾಜು ಮಾಡಿದ ಸದಸ್ಯರಿಗೆ ಪ್ರೋತ್ಸಾಹಧನ ವಿತರಿಸಲಾಯಿತು. ಸಂಘದ ನಿರ್ದೇಶಕರು, ಸ್ಥಳೀಯ ಮುಖಂಡರು ಹಾಗೂ ಸದಸ್ಯರು ಉಪಸ್ಥಿತರಿದ್ದರು. [953, 1968, 1521, 2048]
right-rail [1232, 99, 1527, 1934]
balagai-headline: ಬಲಗೈ ಸಮಾಜದ ಪರವಾಗಿ ನಿರಂತರವಾಗಿ ಹೋರಾಟ [1276, 1293, 1482, 1347]
balagai-body: ಮೈಸೂರು: ಹಿಂದುಳಿದ ವರ್ಗಗಳ ಮೀಸಲಾತಿ ಪರಿಷ್ಕರಣೆಯಲ್ಲಿ ಬಲಗೈ ಸಮಾಜಕ್ಕೆ ಜನಸಂಖ್ಯೆಗೆ ಅನುಗುಣವಾಗಿ ಶೇ.5 ಮೀಸಲಾತಿ ಕಲ್ಪಿಸಿರುವುದು ಸ್ವಾಗತಾರ್ಹ; ಆದರೆ ಸಮುದಾಯಕ್ಕೆ ಶೇ.7 ನೀಡಬೇಕೆಂಬುದು ನಮ್ಮ ಬಹುದಿನದ ಬೇಡಿಕೆಯಾಗಿದ್ದು, ಅದು ಈಡೇರುವವರೆಗೆ ನಿರಂತರವಾಗಿ ಹೋರಾಟ ನಡೆಸಲಾಗುವುದು ಎಂದು ಸಮಾಜದ ಜಿಲ್ಲಾ ಮುಖಂಡರು ತಿಳಿಸಿದರು. [1243, 1356, 1385, 1581]
souharda-body: ಕರ್ನಾಟಕ ಸೌಹಾರ್ದ ಸಹಕಾರಿ ಅಧಿನಿಯಮ 1997 (2000ದ ಕರ್ನಾಟಕ ಅಧಿನಿಯಮ 17)ನ್ನು ಮತ್ತಷ್ಟು ತಿದ್ದುಪಡಿ ಮಾಡುವುದು ಈ ವಿಧೇಯಕದ ಉದ್ದೇಶವಾಗಿದೆ. ಸಹಕಾರ ಸಂಘಗಳ ಆಡಳಿತದಲ್ಲಿ ಪಾರದರ್ಶಕತೆ ತರುವುದು, ಸದಸ್ಯರ ಹಿತಾಸಕ್ತಿ ಕಾಪಾಡುವುದು, ಠೇವಣಿಯಿರಿಸಲು ಉಪಬಂಧ ಕಲ್ಪಿಸುವುದು; ಲೆಕ್ಕಪರಿಶೋಧನೆ ಹಾಗೂ ವಾರ್ಷಿಕ ವರದಿ ಸಲ್ಲಿಕೆ ಕಡ್ಡಾಯಗೊಳಿಸುವುದು ಮುಂತಾದ ಅಂಶಗಳನ್ನು ವಿಧೇಯಕ ಒಳಗೊಂಡಿದೆ. ಸಹಕಾರಿ ಸಂಸ್ಥೆಗಳು ತಮ್ಮ ವ್ಯವಹಾರಗಳ ಹೊರಗೆ ಹೋಗದಂತೆ ಮತ್ತು ಪ್ರತಿ ವರ್ಷದ ಕೊನೆಯಲ್ಲಿ ಆತನ ಆಸ್ತಿ ಹಾಗೂ ಹೊಣೆಗಾರಿಕೆಗಳ ವಿವರ ಸಲ್ಲಿಸುವಂತೆ ನಿಯಮ ರೂಪಿಸಲಾಗಿದೆ ಎಂದು ಸಚಿವರು ವಿವರಿಸಿದರು. ವಿರೋಧ ಪಕ್ಷದ ಸದಸ್ಯರು ಕೆಲವು ತಿದ್ದುಪಡಿಗಳನ್ನು ಸೂಚಿಸಿದರಾದರೂ, ಪರಿಶೀಲನೆಯ ಭರವಸೆ ನೀಡಿದ ಹಿನ್ನೆಲೆಯಲ್ಲಿ ವಿಧೇಯಕಕ್ಕೆ ಅಂಗೀಕಾರ ದೊರೆಯಿತು. ಸಹಕಾರ ಕ್ಷೇತ್ರದ ಬಲವರ್ಧನೆಗೆ ಈ ತಿದ್ದುಪಡಿ ಸಹಕಾರಿಯಾಗಲಿದ್ದು, ಠೇವಣಿದಾರರ ಹಿತ ರಕ್ಷಣೆಗೆ ಹೆಚ್ಚಿನ ಆದ್ಯತೆ ನೀಡಲಾಗುವುದು; ಅಂಗೀಕಾರಕ್ಕಾಗಿ ಮಾನ್ಯ ಸಚಿವರು ಸದನವನ್ನು ಕೋರಿದರು. [319, 507, 1224, 591]
article-cultural [6, 1924, 939, 2403]
power-25-headline: 25ರಂದು ವಿದ್ಯುತ್ ವ್ಯತ್ಯಯ [1273, 1087, 1486, 1114]
person-figure [612, 1756, 641, 1816]
person-figure [1190, 2305, 1219, 2365]
cattle-photo [1046, 2171, 1521, 2391]
